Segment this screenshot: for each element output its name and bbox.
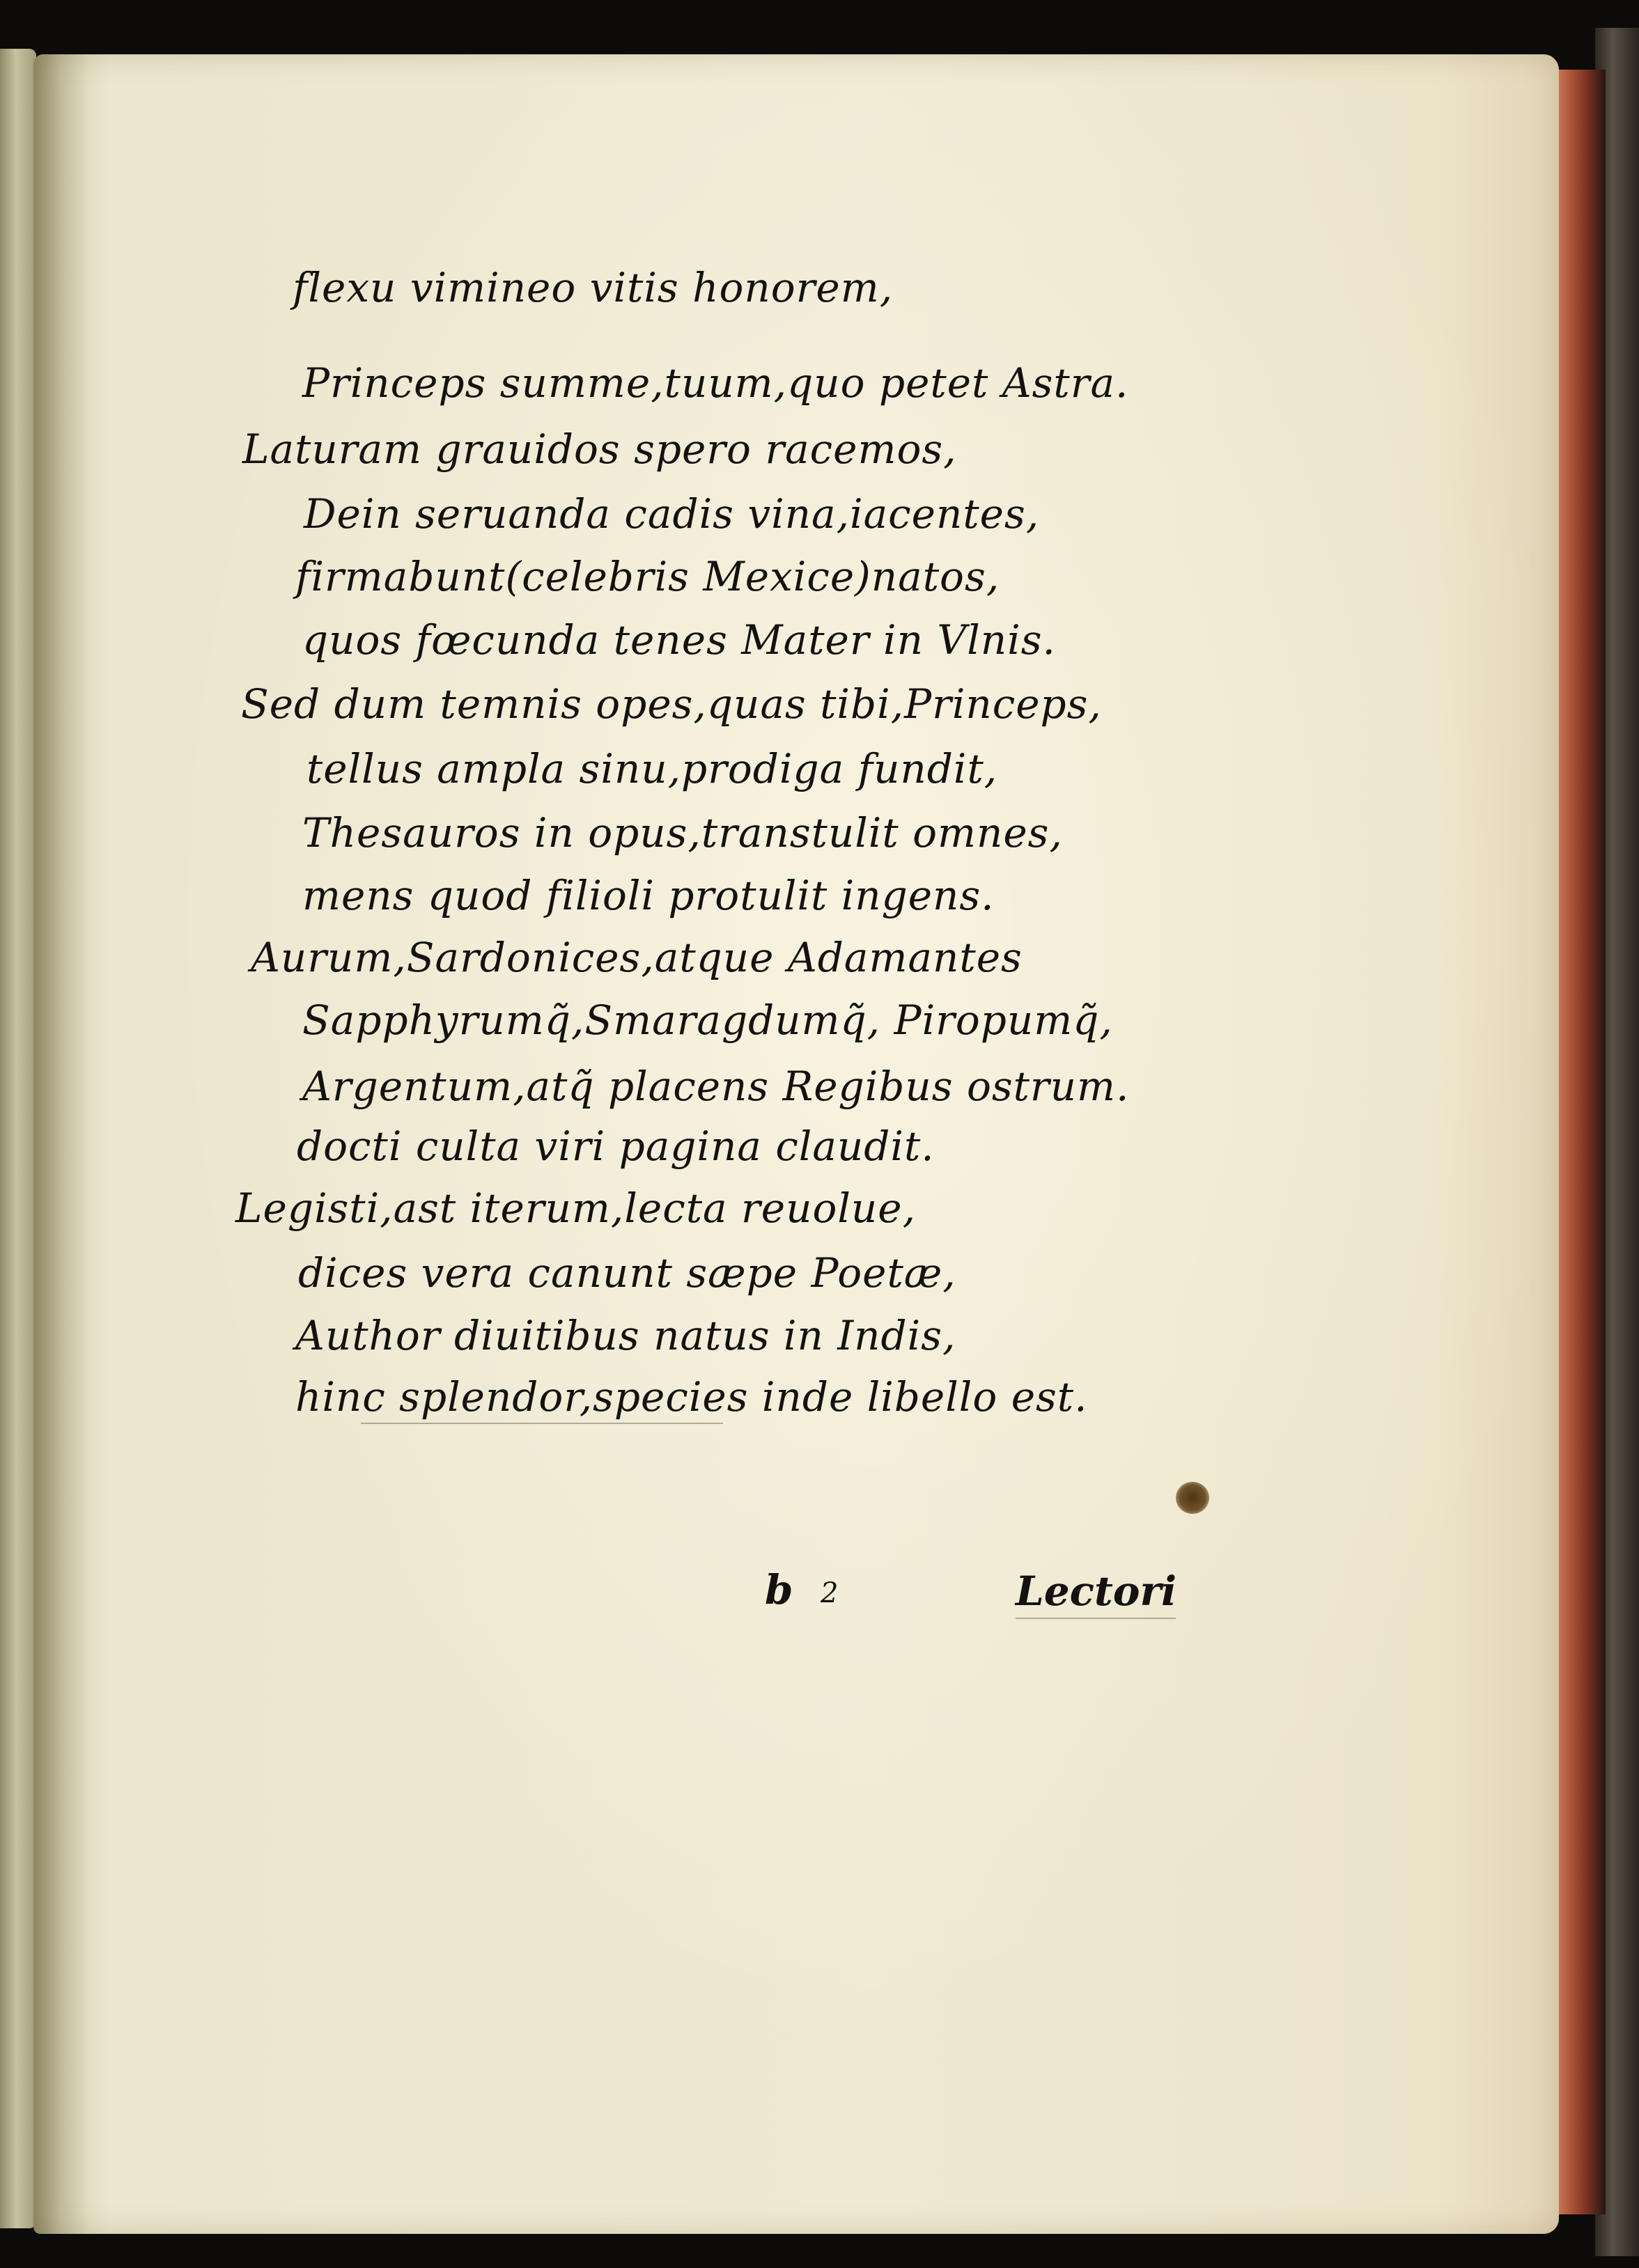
poem-line: tellus ampla sinu,prodiga fundit,: [306, 745, 998, 792]
poem-line: flexu vimineo vitis honorem,: [293, 264, 894, 311]
poem-line: Sapphyrumq̃,Smaragdumq̃, Piropumq̃,: [302, 996, 1113, 1044]
poem-line: Author diuitibus natus in Indis,: [295, 1312, 956, 1359]
book-page: [33, 54, 1559, 2234]
poem-line: firmabunt(celebris Mexice)natos,: [295, 553, 1000, 600]
poem-line: Thesauros in opus,transtulit omnes,: [302, 809, 1063, 857]
poem-line: Aurum,Sardonices,atque Adamantes: [251, 934, 1023, 981]
poem-line: Legisti,ast iterum,lecta reuolue,: [235, 1184, 917, 1232]
previous-page-edge: [0, 49, 36, 2228]
poem-line: dices vera canunt sæpe Poetæ,: [298, 1249, 956, 1297]
poem: [33, 54, 1559, 2234]
catchword-rule: [1016, 1618, 1176, 1619]
gutter-shadow: [33, 54, 89, 2234]
poem-line: Dein seruanda cadis vina,iacentes,: [304, 490, 1040, 538]
text-rule: [361, 1423, 723, 1424]
poem-line: docti culta viri pagina claudit.: [297, 1123, 935, 1170]
poem-line: Argentum,atq̃ placens Regibus ostrum.: [302, 1063, 1130, 1110]
poem-line: hinc splendor,species inde libello est.: [295, 1373, 1088, 1421]
poem-line: Laturam grauidos spero racemos,: [242, 425, 957, 473]
poem-line: quos fœcunda tenes Mater in Vlnis.: [302, 616, 1056, 664]
poem-line: Sed dum temnis opes,quas tibi,Princeps,: [241, 680, 1102, 728]
catchword: Lectori: [1016, 1567, 1177, 1615]
poem-line: Princeps summe,tuum,quo petet Astra.: [302, 359, 1129, 407]
signature-mark: b: [765, 1566, 793, 1613]
poem-line: mens quod filioli protulit ingens.: [302, 872, 995, 919]
signature-number: 2: [821, 1577, 839, 1609]
